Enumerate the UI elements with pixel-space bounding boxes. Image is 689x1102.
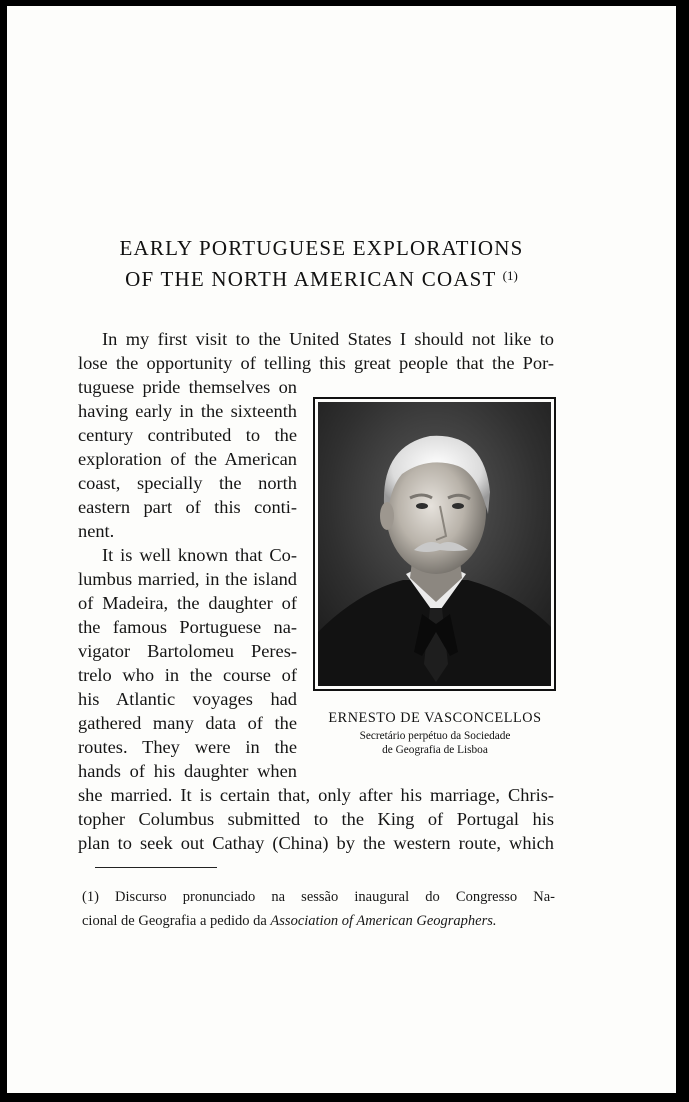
portrait-caption-institution: de Geografia de Lisboa xyxy=(382,744,488,756)
body-line: nent. xyxy=(78,521,115,541)
portrait-illustration xyxy=(318,402,551,686)
body-line: century contributed to the xyxy=(78,425,297,445)
title-line-2: OF THE NORTH AMERICAN COAST $^{(1)}$ xyxy=(125,267,518,291)
book-page xyxy=(7,6,676,1093)
body-line: plan to seek out Cathay (China) by the western route, which xyxy=(78,833,554,853)
body-line: of Madeira, the daughter of xyxy=(78,593,297,613)
body-line: eastern part of this conti- xyxy=(78,497,297,517)
portrait-photo xyxy=(318,402,551,686)
portrait-caption-title: Secretário perpétuo da Sociedade xyxy=(359,730,511,742)
body-line: having early in the sixteenth xyxy=(78,401,297,421)
body-line: coast, specially the north xyxy=(78,473,297,493)
body-line: tuguese pride themselves on xyxy=(78,377,297,397)
body-line: It is well known that Co- xyxy=(102,545,297,565)
body-line: In my first visit to the United States I should not like to xyxy=(102,329,554,349)
footnote-line-1: (1) Discurso pronunciado na sessão inaugural do Congresso Na- xyxy=(82,889,555,905)
body-line: exploration of the American xyxy=(78,449,297,469)
body-line: gathered many data of the xyxy=(78,713,297,733)
body-line: lose the opportunity of telling this great people that the Por- xyxy=(78,353,554,373)
footnote-reference: (1) xyxy=(502,268,518,283)
portrait-photo-frame xyxy=(313,397,556,691)
body-line: the famous Portuguese na- xyxy=(78,617,297,637)
body-line: trelo who in the course of xyxy=(78,665,297,685)
title-line-1: EARLY PORTUGUESE EXPLORATIONS xyxy=(119,236,524,260)
body-line: routes. They were in the xyxy=(78,737,297,757)
body-line: lumbus married, in the island xyxy=(78,569,297,589)
portrait-caption-name: ERNESTO DE VASCONCELLOS xyxy=(328,710,542,726)
body-line: his Atlantic voyages had xyxy=(78,689,297,709)
body-line: she married. It is certain that, only after his marriage, Chris- xyxy=(78,785,554,805)
footnote-italic-organization: Association of American Geographers. xyxy=(270,913,497,929)
body-line: vigator Bartolomeu Peres- xyxy=(78,641,297,661)
body-line: topher Columbus submitted to the King of Portugal his xyxy=(78,809,554,829)
body-line: hands of his daughter when xyxy=(78,761,297,781)
footnote-text: cional de Geografia a pedido da xyxy=(82,913,271,929)
footnote-line-2 xyxy=(82,909,497,933)
footnote-divider xyxy=(95,867,217,868)
